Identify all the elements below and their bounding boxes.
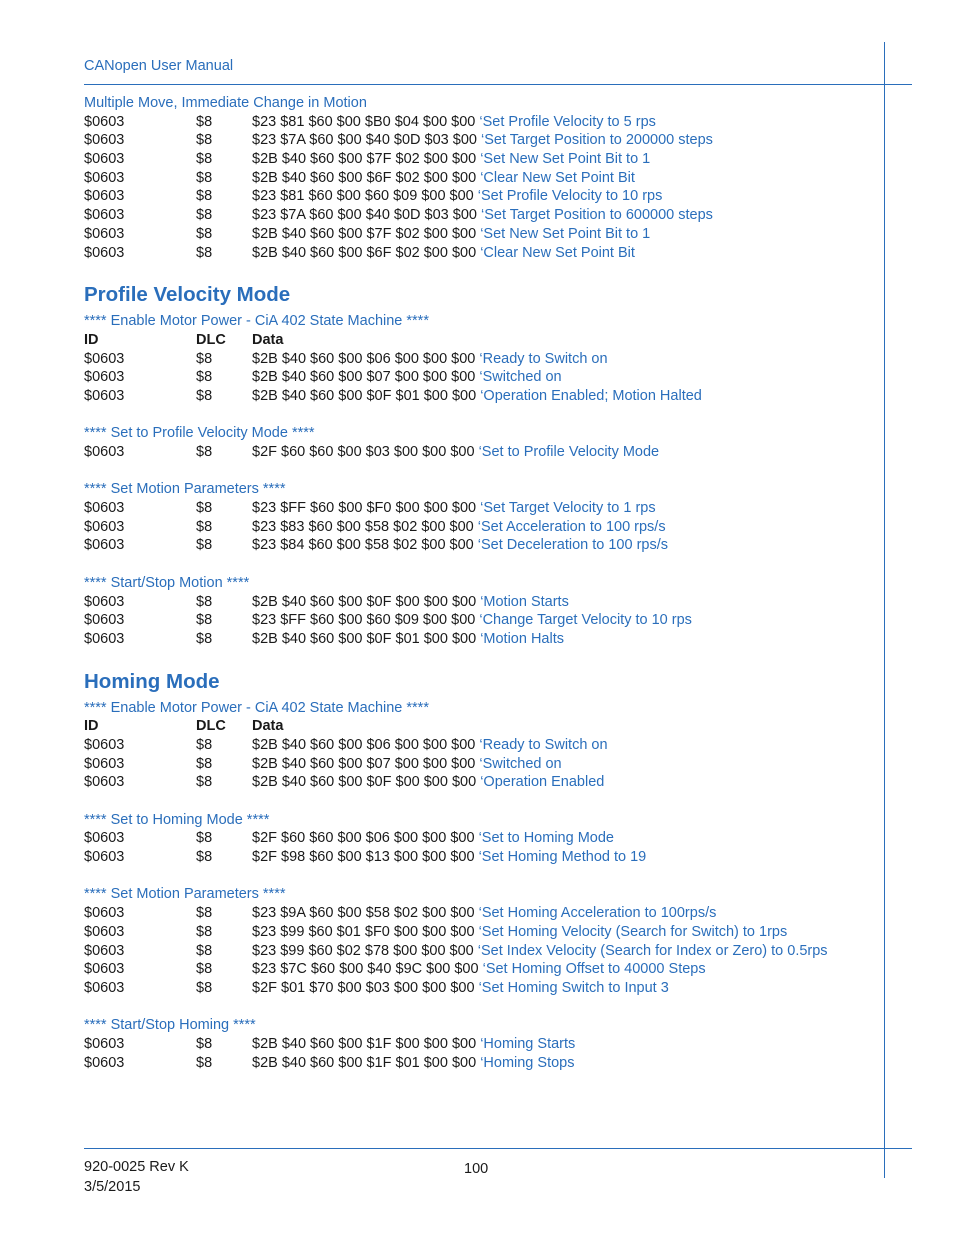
command-list-profile-motion	[84, 593, 884, 649]
command-data-cell	[252, 942, 828, 961]
command-comment: ‘Set Acceleration to 100 rps/s	[477, 518, 666, 535]
command-row	[84, 611, 884, 630]
command-dlc: $8	[196, 113, 213, 130]
column-header-id: ID	[84, 331, 99, 348]
command-data-cell	[252, 960, 706, 979]
command-list-intro	[84, 113, 884, 263]
command-data-cell	[252, 225, 650, 244]
header-rule	[84, 84, 912, 85]
command-data-cell	[252, 169, 635, 188]
command-dlc: $8	[196, 350, 213, 367]
command-dlc: $8	[196, 593, 213, 610]
command-id: $0603	[84, 500, 125, 517]
command-row	[84, 593, 884, 612]
command-data-cell	[252, 113, 656, 132]
command-data-cell	[252, 593, 569, 612]
command-dlc: $8	[196, 923, 213, 940]
command-comment: ‘Set Deceleration to 100 rps/s	[477, 537, 668, 554]
command-data-cell	[252, 904, 716, 923]
command-data-cell	[252, 443, 659, 462]
command-data-bytes: $2B $40 $60 $00 $06 $00 $00 $00	[252, 350, 476, 367]
command-data-cell	[252, 350, 608, 369]
command-dlc: $8	[196, 518, 213, 535]
command-row	[84, 755, 884, 774]
command-dlc: $8	[196, 755, 213, 772]
command-list-homing-params	[84, 904, 884, 997]
command-id: $0603	[84, 537, 125, 554]
column-header-dlc: DLC	[196, 718, 226, 735]
command-dlc: $8	[196, 132, 213, 149]
command-data-bytes: $2B $40 $60 $00 $0F $01 $00 $00	[252, 630, 477, 647]
command-comment: ‘Operation Enabled	[480, 774, 605, 791]
command-comment: ‘Set Profile Velocity to 10 rps	[477, 188, 663, 205]
footer-rule	[84, 1148, 912, 1149]
command-row	[84, 829, 884, 848]
command-dlc: $8	[196, 207, 213, 224]
block-label-set-homing-mode: **** Set to Homing Mode ****	[84, 811, 270, 828]
command-id: $0603	[84, 942, 125, 959]
command-id: $0603	[84, 350, 125, 367]
command-comment: ‘Clear New Set Point Bit	[480, 169, 635, 186]
command-comment: ‘Operation Enabled; Motion Halted	[480, 387, 702, 404]
command-data-cell	[252, 206, 713, 225]
command-data-bytes: $2F $60 $60 $00 $06 $00 $00 $00	[252, 830, 475, 847]
command-dlc: $8	[196, 630, 213, 647]
command-dlc: $8	[196, 961, 213, 978]
command-data-bytes: $23 $7A $60 $00 $40 $0D $03 $00	[252, 207, 477, 224]
command-comment: ‘Set Homing Switch to Input 3	[478, 979, 669, 996]
command-data-bytes: $23 $7C $60 $00 $40 $9C $00 $00	[252, 961, 479, 978]
command-data-cell	[252, 773, 604, 792]
command-data-cell	[252, 499, 656, 518]
command-data-bytes: $2B $40 $60 $00 $0F $00 $00 $00	[252, 774, 477, 791]
command-id: $0603	[84, 518, 125, 535]
footer-date: 3/5/2015	[84, 1178, 141, 1195]
command-data-cell	[252, 848, 646, 867]
command-dlc: $8	[196, 500, 213, 517]
command-row	[84, 630, 884, 649]
footer-doc-number: 920-0025 Rev K	[84, 1159, 189, 1175]
command-comment: ‘Set Homing Method to 19	[478, 849, 647, 866]
command-comment: ‘Ready to Switch on	[479, 736, 608, 753]
command-data-cell	[252, 923, 787, 942]
command-dlc: $8	[196, 169, 213, 186]
column-header-data: Data	[252, 718, 284, 735]
command-id: $0603	[84, 387, 125, 404]
command-id: $0603	[84, 612, 125, 629]
command-data-bytes: $2B $40 $60 $00 $0F $01 $00 $00	[252, 387, 477, 404]
command-data-bytes: $23 $84 $60 $00 $58 $02 $00 $00	[252, 537, 474, 554]
command-list-profile-enable	[84, 350, 884, 406]
command-id: $0603	[84, 132, 125, 149]
command-data-cell	[252, 755, 562, 774]
command-data-bytes: $2B $40 $60 $00 $1F $01 $00 $00	[252, 1054, 477, 1071]
command-data-cell	[252, 979, 669, 998]
command-data-bytes: $2B $40 $60 $00 $7F $02 $00 $00	[252, 225, 477, 242]
command-data-cell	[252, 187, 662, 206]
command-comment: ‘Motion Halts	[480, 630, 564, 647]
command-row	[84, 187, 884, 206]
command-data-bytes: $2B $40 $60 $00 $6F $02 $00 $00	[252, 169, 477, 186]
column-header-row	[84, 717, 884, 736]
command-row	[84, 536, 884, 555]
block-label-multiple-move: Multiple Move, Immediate Change in Motion	[84, 95, 367, 111]
command-list-homing-mode	[84, 829, 884, 866]
block-label-set-profile-velocity: **** Set to Profile Velocity Mode ****	[84, 425, 315, 442]
command-dlc: $8	[196, 225, 213, 242]
command-data-cell	[252, 1035, 575, 1054]
command-row	[84, 368, 884, 387]
command-data-bytes: $23 $83 $60 $00 $58 $02 $00 $00	[252, 518, 474, 535]
column-header-id: ID	[84, 718, 99, 735]
command-row	[84, 443, 884, 462]
command-dlc: $8	[196, 830, 213, 847]
command-row	[84, 773, 884, 792]
command-data-bytes: $23 $FF $60 $00 $60 $09 $00 $00	[252, 612, 476, 629]
command-id: $0603	[84, 923, 125, 940]
command-data-cell	[252, 736, 608, 755]
command-dlc: $8	[196, 369, 213, 386]
command-data-cell	[252, 244, 635, 263]
command-list-profile-mode	[84, 443, 884, 462]
section-title-homing: Homing Mode	[84, 669, 220, 693]
command-id: $0603	[84, 1054, 125, 1071]
command-comment: ‘Set New Set Point Bit to 1	[480, 225, 651, 242]
command-comment: ‘Set Target Velocity to 1 rps	[480, 500, 656, 517]
command-data-bytes: $2B $40 $60 $00 $07 $00 $00 $00	[252, 755, 476, 772]
command-comment: ‘Set Target Position to 600000 steps	[481, 207, 713, 224]
command-comment: ‘Set Homing Acceleration to 100rps/s	[478, 905, 717, 922]
command-data-bytes: $23 $99 $60 $02 $78 $00 $00 $00	[252, 942, 474, 959]
block-label-homing-parameters: **** Set Motion Parameters ****	[84, 886, 286, 903]
command-row	[84, 904, 884, 923]
command-data-cell	[252, 518, 666, 537]
command-list-profile-params	[84, 499, 884, 555]
column-header-data: Data	[252, 331, 284, 348]
command-dlc: $8	[196, 387, 213, 404]
command-dlc: $8	[196, 774, 213, 791]
command-comment: ‘Change Target Velocity to 10 rps	[479, 612, 692, 629]
command-list-homing-motion	[84, 1035, 884, 1072]
command-data-bytes: $2F $01 $70 $00 $03 $00 $00 $00	[252, 979, 475, 996]
block-label-start-stop-homing: **** Start/Stop Homing ****	[84, 1017, 256, 1034]
command-data-bytes: $23 $FF $60 $00 $F0 $00 $00 $00	[252, 500, 477, 517]
command-row	[84, 206, 884, 225]
command-data-bytes: $2B $40 $60 $00 $0F $00 $00 $00	[252, 593, 477, 610]
command-data-bytes: $2B $40 $60 $00 $07 $00 $00 $00	[252, 369, 476, 386]
command-id: $0603	[84, 113, 125, 130]
section-title-profile-velocity: Profile Velocity Mode	[84, 283, 291, 307]
command-data-bytes: $23 $81 $60 $00 $B0 $04 $00 $00	[252, 113, 476, 130]
command-dlc: $8	[196, 244, 213, 261]
command-id: $0603	[84, 979, 125, 996]
command-id: $0603	[84, 188, 125, 205]
command-id: $0603	[84, 593, 125, 610]
command-dlc: $8	[196, 151, 213, 168]
command-comment: ‘Clear New Set Point Bit	[480, 244, 635, 261]
command-comment: ‘Set Profile Velocity to 5 rps	[479, 113, 656, 130]
command-data-cell	[252, 1054, 574, 1073]
command-comment: ‘Homing Starts	[480, 1035, 576, 1052]
command-data-bytes: $23 $99 $60 $01 $F0 $00 $00 $00	[252, 923, 475, 940]
command-dlc: $8	[196, 444, 213, 460]
command-dlc: $8	[196, 849, 213, 866]
command-comment: ‘Switched on	[479, 755, 562, 772]
command-data-bytes: $23 $81 $60 $00 $60 $09 $00 $00	[252, 188, 474, 205]
command-dlc: $8	[196, 612, 213, 629]
command-comment: ‘Motion Starts	[480, 593, 569, 610]
command-data-cell	[252, 829, 614, 848]
command-row	[84, 848, 884, 867]
command-id: $0603	[84, 961, 125, 978]
command-data-bytes: $2F $98 $60 $00 $13 $00 $00 $00	[252, 849, 475, 866]
page-content	[84, 94, 884, 1072]
command-comment: ‘Set New Set Point Bit to 1	[480, 151, 651, 168]
command-row	[84, 499, 884, 518]
command-id: $0603	[84, 369, 125, 386]
column-header-dlc: DLC	[196, 331, 226, 348]
command-row	[84, 150, 884, 169]
command-id: $0603	[84, 244, 125, 261]
command-row	[84, 113, 884, 132]
command-dlc: $8	[196, 188, 213, 205]
command-data-bytes: $23 $9A $60 $00 $58 $02 $00 $00	[252, 905, 475, 922]
command-comment: ‘Ready to Switch on	[479, 350, 608, 367]
command-dlc: $8	[196, 537, 213, 554]
command-comment: ‘Switched on	[479, 369, 562, 386]
column-header-row	[84, 331, 884, 350]
footer-doc-info	[84, 1158, 189, 1197]
command-id: $0603	[84, 736, 125, 753]
command-data-bytes: $2F $60 $60 $00 $03 $00 $00 $00	[252, 444, 475, 460]
command-comment: ‘Set Target Position to 200000 steps	[481, 132, 713, 149]
command-data-bytes: $2B $40 $60 $00 $1F $00 $00 $00	[252, 1035, 477, 1052]
command-id: $0603	[84, 849, 125, 866]
command-comment: ‘Homing Stops	[480, 1054, 575, 1071]
command-row	[84, 960, 884, 979]
command-comment: ‘Set to Homing Mode	[478, 830, 614, 847]
command-id: $0603	[84, 151, 125, 168]
command-id: $0603	[84, 1035, 125, 1052]
command-row	[84, 1054, 884, 1073]
command-comment: ‘Set Homing Velocity (Search for Switch) to 1rps	[478, 923, 788, 940]
command-row	[84, 244, 884, 263]
command-id: $0603	[84, 169, 125, 186]
command-row	[84, 979, 884, 998]
command-comment: ‘Set to Profile Velocity Mode	[478, 444, 660, 460]
command-data-cell	[252, 131, 713, 150]
command-data-bytes: $2B $40 $60 $00 $6F $02 $00 $00	[252, 244, 477, 261]
command-comment: ‘Set Index Velocity (Search for Index or Zero) to 0.5rps	[477, 942, 828, 959]
command-id: $0603	[84, 830, 125, 847]
block-label-enable-power: **** Enable Motor Power - CiA 402 State Machine ****	[84, 313, 429, 330]
command-dlc: $8	[196, 979, 213, 996]
command-data-bytes: $23 $7A $60 $00 $40 $0D $03 $00	[252, 132, 477, 149]
command-data-cell	[252, 368, 562, 387]
block-label-motion-parameters: **** Set Motion Parameters ****	[84, 481, 286, 498]
command-data-cell	[252, 630, 564, 649]
command-row	[84, 518, 884, 537]
command-id: $0603	[84, 225, 125, 242]
command-row	[84, 923, 884, 942]
command-data-cell	[252, 611, 692, 630]
command-row	[84, 942, 884, 961]
command-row	[84, 387, 884, 406]
command-data-bytes: $2B $40 $60 $00 $06 $00 $00 $00	[252, 736, 476, 753]
command-list-homing-enable	[84, 736, 884, 792]
margin-vertical-rule	[884, 42, 885, 1178]
command-id: $0603	[84, 207, 125, 224]
footer-page-number: 100	[464, 1161, 489, 1177]
command-row	[84, 1035, 884, 1054]
command-data-cell	[252, 150, 650, 169]
command-data-cell	[252, 387, 702, 406]
command-row	[84, 131, 884, 150]
command-row	[84, 736, 884, 755]
command-dlc: $8	[196, 905, 213, 922]
command-id: $0603	[84, 905, 125, 922]
command-row	[84, 169, 884, 188]
command-id: $0603	[84, 774, 125, 791]
command-row	[84, 350, 884, 369]
command-row	[84, 225, 884, 244]
command-dlc: $8	[196, 736, 213, 753]
command-data-bytes: $2B $40 $60 $00 $7F $02 $00 $00	[252, 151, 477, 168]
command-dlc: $8	[196, 1054, 213, 1071]
block-label-start-stop-motion: **** Start/Stop Motion ****	[84, 574, 250, 591]
command-id: $0603	[84, 755, 125, 772]
block-label-enable-power-homing: **** Enable Motor Power - CiA 402 State Machine ****	[84, 699, 429, 716]
document-header-title: CANopen User Manual	[84, 58, 234, 74]
command-dlc: $8	[196, 1035, 213, 1052]
command-id: $0603	[84, 444, 125, 460]
command-data-cell	[252, 536, 668, 555]
command-dlc: $8	[196, 942, 213, 959]
command-id: $0603	[84, 630, 125, 647]
command-comment: ‘Set Homing Offset to 40000 Steps	[482, 961, 706, 978]
